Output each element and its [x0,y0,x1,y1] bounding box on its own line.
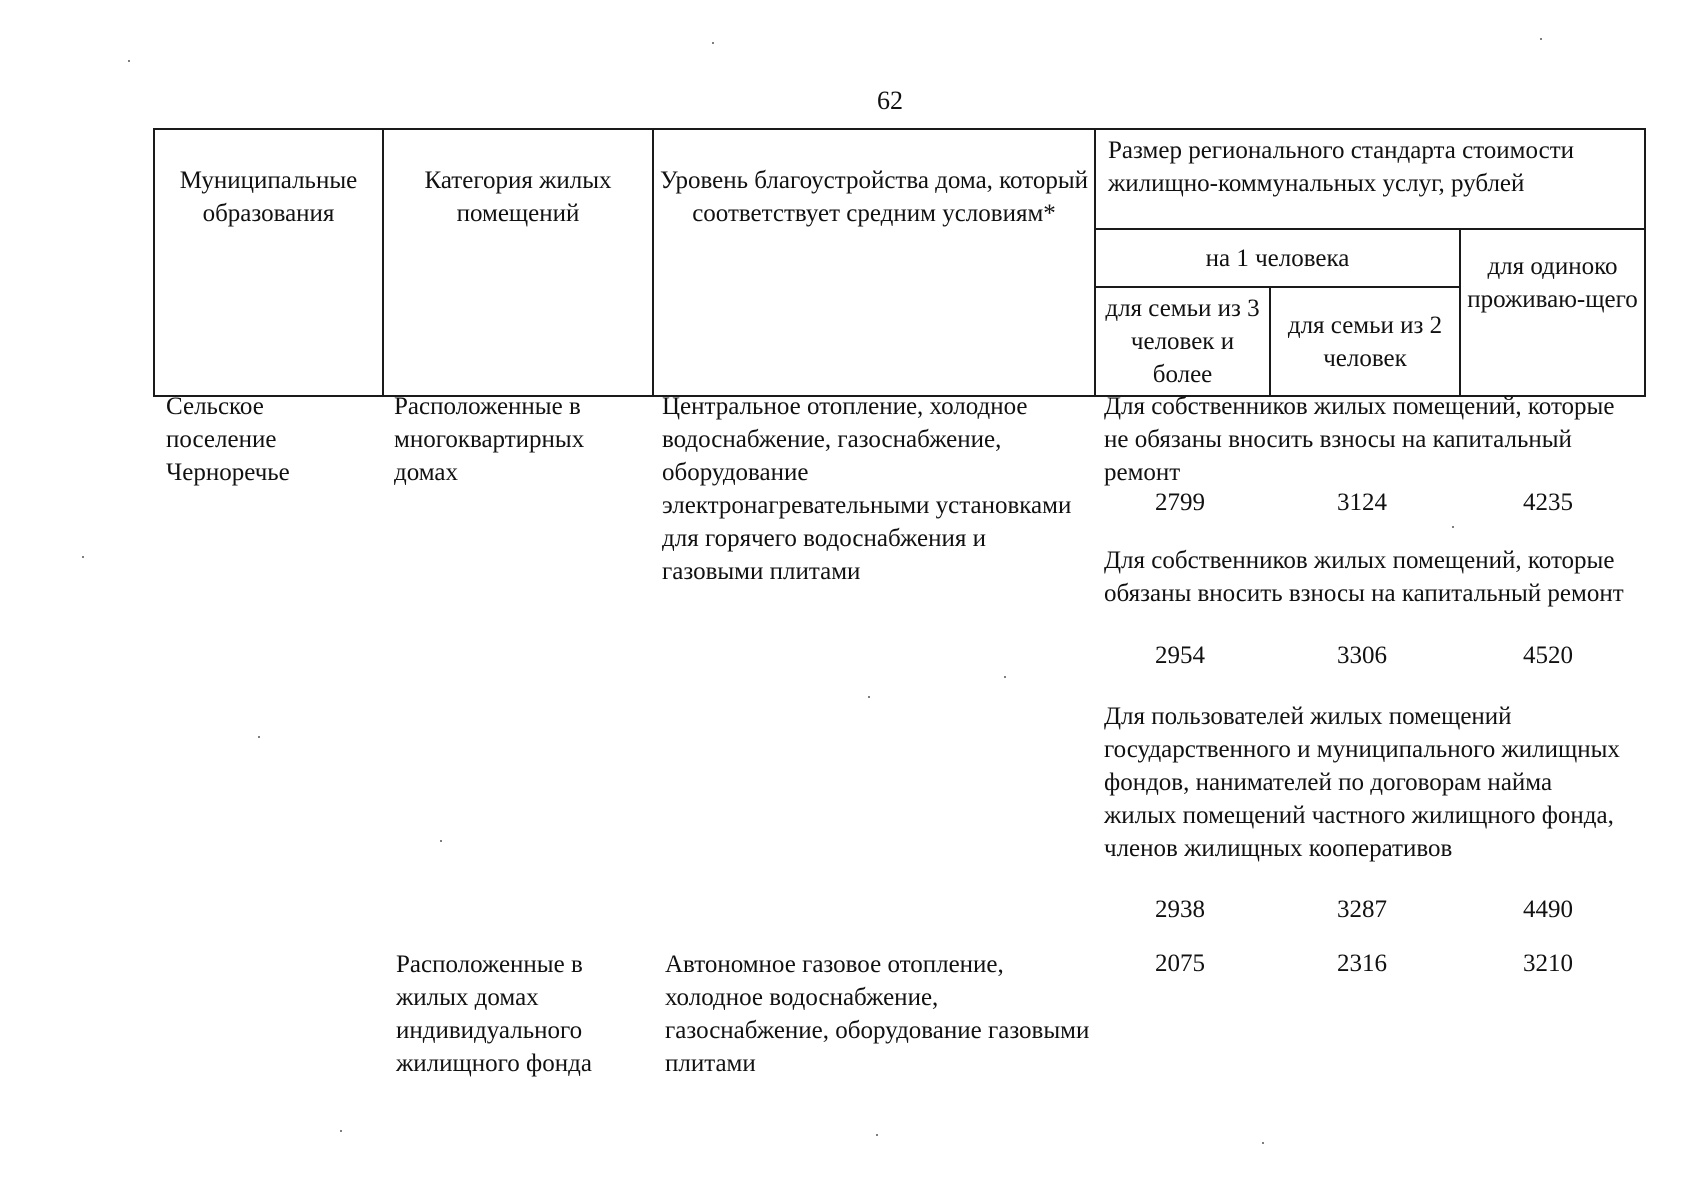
group1-value-single: 4235 [1523,489,1573,516]
scan-speck [258,736,260,738]
scan-speck [1262,1142,1264,1144]
group1-label: Для собственников жилых помещений, которые не обязаны вносить взносы на капитальный ремонт [1104,393,1615,486]
row2-value-family3: 2075 [1155,950,1205,977]
group1-value-family2: 3124 [1337,489,1387,516]
scan-speck [1004,676,1006,678]
header-per-person: на 1 человека [1095,229,1460,287]
group3-value-single: 4490 [1523,896,1573,923]
header-category: Категория жилых помещений [383,129,653,396]
header-level: Уровень благоустройства дома, который соответствует средним условиям* [653,129,1095,396]
scan-speck [876,1134,878,1136]
header-single: для одиноко проживаю-щего [1460,229,1645,396]
row2-level: Автономное газовое отопление, холодное водоснабжение, газоснабжение, оборудование газовыми плитами [665,951,1090,1077]
scan-speck [1452,526,1454,528]
row2-value-family2: 2316 [1337,950,1387,977]
row2-value-single: 3210 [1523,950,1573,977]
row1-level: Центральное отопление, холодное водоснабжение, газоснабжение, оборудование электронагревательными установками для горячего водоснабжения и газовыми плитами [662,393,1072,585]
scan-speck [128,60,130,62]
group2-value-family2: 3306 [1337,642,1387,669]
group2-label: Для собственников жилых помещений, которые обязаны вносить взносы на капитальный ремонт [1104,547,1624,607]
group3-label: Для пользователей жилых помещений государственного и муниципального жилищных фондов, нанимателей по договорам найма жилых помещений частного жилищного фонда, членов жилищных кооперативов [1104,703,1620,862]
scan-speck [340,1130,342,1132]
scan-speck [440,840,442,842]
group1-value-family3: 2799 [1155,489,1205,516]
group3-value-family2: 3287 [1337,896,1387,923]
group2-value-single: 4520 [1523,642,1573,669]
municipality-name: Сельское поселение Черноречье [166,393,290,486]
scan-speck [82,556,84,558]
page-number: 62 [877,86,903,115]
header-family3: для семьи из 3 человек и более [1095,287,1270,396]
group2-value-family3: 2954 [1155,642,1205,669]
table-header [153,128,1646,397]
header-standard: Размер регионального стандарта стоимости жилищно-коммунальных услуг, рублей [1095,129,1645,229]
row2-category: Расположенные в жилых домах индивидуального жилищного фонда [396,951,592,1077]
group3-value-family3: 2938 [1155,896,1205,923]
scan-speck [868,696,870,698]
header-family2: для семьи из 2 человек [1270,287,1460,396]
scan-speck [1540,38,1542,40]
row1-category: Расположенные в многоквартирных домах [394,393,585,486]
scan-speck [712,42,714,44]
header-municipalities: Муниципальные образования [154,129,383,396]
